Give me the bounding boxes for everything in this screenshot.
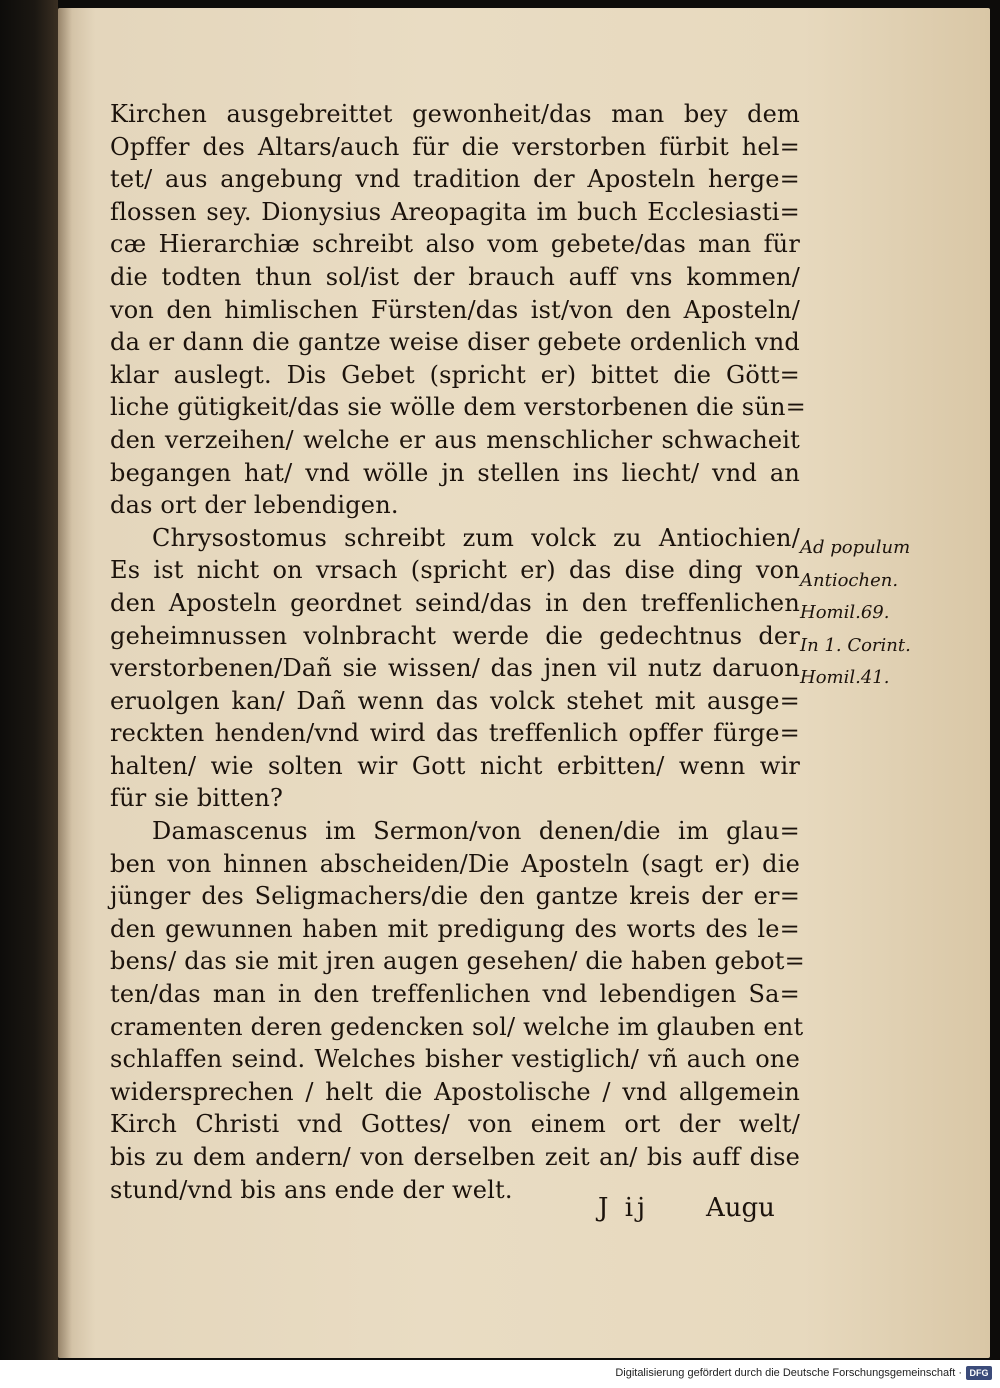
text-line: geheimnussen volnbracht werde die gedechtnus der [110,621,800,650]
dfg-logo: DFG [966,1366,992,1380]
signature-mark: J ij [598,1193,650,1223]
text-line: die todten thun sol/ist der brauch auff vns kommen/ [110,262,800,291]
binding-edge [0,0,58,1360]
text-line: bis zu dem andern/ von derselben zeit an/ bis auff dise [110,1143,800,1171]
text-line: widersprechen / helt die Apostolische / vnd allgemein [110,1077,800,1106]
text-line: den verzeihen/ welche er aus menschlicher schwacheit [110,425,800,454]
text-line: Kirch Christi vnd Gottes/ von einem ort der welt/ [110,1110,800,1139]
text-line: den Aposteln geordnet seind/das in den treffenlichen [110,588,800,617]
text-line: liche gütigkeit/das sie wölle dem verstorbenen die sün= [110,393,806,422]
text-line: Chrysostomus schreibt zum volck zu Antiochien/ [152,523,800,552]
text-line: eruolgen kan/ Dañ wenn das volck stehet mit ausge= [110,686,800,715]
text-line: halten/ wie solten wir Gott nicht erbitten/ wenn wir [110,751,800,780]
text-line: tet/ aus angebung vnd tradition der Aposteln herge= [110,165,800,194]
funding-credit: Digitalisierung gefördert durch die Deutsche Forschungsgemeinschaft · [615,1367,962,1379]
catchword: Augu [706,1193,775,1223]
text-line: klar auslegt. Dis Gebet (spricht er) bittet die Gött= [110,360,800,389]
text-line: den gewunnen haben mit predigung des worts des le= [110,914,800,943]
text-line: ben von hinnen abscheiden/Die Aposteln (sagt er) die [110,849,800,878]
margin-note-line: Ad populum [800,537,911,558]
text-line: stund/vnd bis ans ende der welt. [110,1175,513,1204]
text-line: da er dann die gantze weise diser gebete ordenlich vnd [110,328,800,357]
text-line: Opffer des Altars/auch für die verstorben fürbit hel= [110,132,800,161]
text-line: jünger des Seligmachers/die den gantze kreis der er= [110,882,800,911]
text-line: bens/ das sie mit jren augen gesehen/ die haben gebot= [110,947,805,976]
text-line: verstorbenen/Dañ sie wissen/ das jnen vil nutz daruon [110,654,800,683]
text-line: Damascenus im Sermon/von denen/die im glau= [152,817,800,846]
text-line: flossen sey. Dionysius Areopagita im buch Ecclesiasti= [110,197,800,226]
text-line: begangen hat/ vnd wölle jn stellen ins liecht/ vnd an [110,458,800,487]
margin-note-line: Homil.69. [800,602,890,624]
margin-note-line: Antiochen. [800,569,899,591]
margin-note-line: Homil.41. [800,667,890,689]
text-line: ten/das man in den treffenlichen vnd lebendigen Sa= [110,980,800,1009]
text-line: schlaffen seind. Welches bisher vestiglich/ vñ auch one [110,1045,800,1074]
text-line: für sie bitten? [110,784,284,813]
text-line: cæ Hierarchiæ schreibt also vom gebete/das man für [110,230,800,259]
text-column [110,98,806,1206]
marginal-notes [800,532,970,695]
text-line: Kirchen ausgebreittet gewonheit/das man bey dem [110,100,800,128]
text-line: reckten henden/vnd wird das treffenlich opffer fürge= [110,719,800,748]
margin-note-line: In 1. Corint. [800,634,911,656]
text-line: von den himlischen Fürsten/das ist/von den Aposteln/ [110,295,800,324]
text-line: das ort der lebendigen. [110,491,399,520]
gutter-shadow [58,8,72,1358]
text-line: Es ist nicht on vrsach (spricht er) das dise ding von [110,556,800,585]
text-line: cramenten deren gedencken sol/ welche im glauben ent [110,1012,804,1041]
